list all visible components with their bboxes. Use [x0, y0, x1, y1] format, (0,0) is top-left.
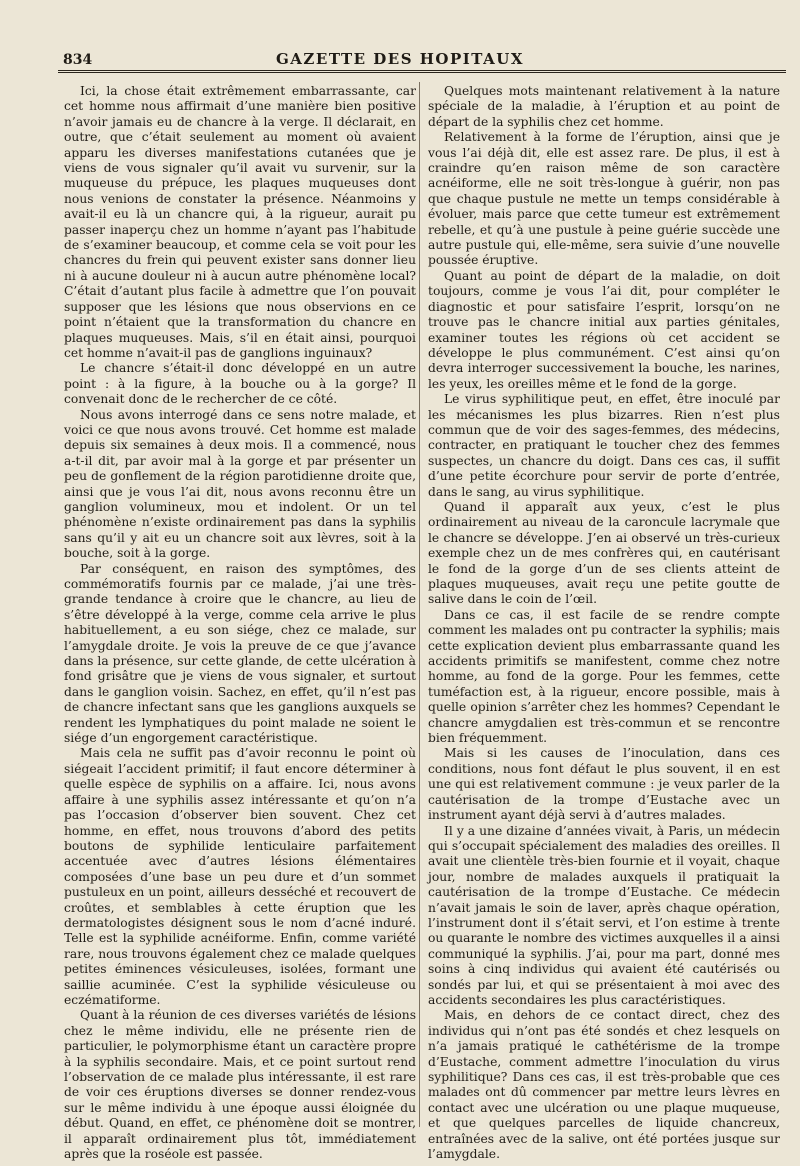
paragraph: Quand il apparaît aux yeux, c’est le plus ordinairement au niveau de la caroncule lacrymale que le chancre se développe. J’en ai observé un très-curieux exemple chez un de mes confrères qui, en cautérisant le fond de la gorge d’un de ses clients atteint de plaques muqueuses, avait reçu une petite goutte de salive dans le coin de l’œil.	[428, 499, 780, 607]
paragraph: Il y a une dizaine d’années vivait, à Paris, un médecin qui s’occupait spécialement des maladies des oreilles. Il avait une clientèle très-bien fournie et il voyait, chaque jour, nombre de malades auxquels il pratiquait la cautérisation de la trompe d’Eustache. Ce médecin n’avait jamais le soin de laver, après chaque opération, l’instrument dont il s’était servi, et l’on estime à trente ou quarante le nombre des victimes auxquelles il a ainsi communiqué la syphilis. J’ai, pour ma part, donné mes soins à cinq individus qui avaient été cautérisés ou sondés par lui, et qui se présentaient à moi avec des accidents secondaires les plus caractéristiques.	[428, 823, 780, 1007]
paragraph: Nous avons interrogé dans ce sens notre malade, et voici ce que nous avons trouvé. Cet homme est malade depuis six semaines à deux mois. Il a commencé, nous a-t-il dit, par avoir mal à la gorge et par présenter un peu de gonflement de la région parotidienne droite que, ainsi que je vous l’ai dit, nous avons reconnu être un ganglion volumineux, mou et indolent. Or un tel phénomène n’existe ordinairement pas dans la syphilis sans qu’il y ait eu un chancre soit aux lèvres, soit à la bouche, soit à la gorge.	[64, 407, 416, 561]
paragraph: Quelques mots maintenant relativement à la nature spéciale de la maladie, à l’éruption et au point de départ de la syphilis chez cet homme.	[428, 84, 780, 129]
right-column	[428, 84, 780, 1162]
left-column	[64, 84, 416, 1162]
running-head-title: GAZETTE DES HOPITAUX	[275, 50, 524, 68]
paragraph: Quant au point de départ de la maladie, on doit toujours, comme je vous l’ai dit, pour compléter le diagnostic et pour satisfaire l’esprit, lorsqu’on ne trouve pas le chancre initial aux parties génitales, examiner toutes les régions où cet accident se développe le plus communément. C’est ainsi qu’on devra interroger successivement la bouche, les narines, les yeux, les oreilles même et le fond de la gorge.	[428, 268, 780, 391]
paragraph: Le virus syphilitique peut, en effet, être inoculé par les mécanismes les plus bizarres. Rien n’est plus commun que de voir des sages-femmes, des médecins, contracter, en pratiquant le toucher chez des femmes suspectes, un chancre du doigt. Dans ces cas, il suffit d’une petite écorchure pour servir de porte d’entrée, dans le sang, au virus syphilitique.	[428, 392, 780, 499]
column-divider	[419, 82, 420, 1127]
paragraph: Mais cela ne suffit pas d’avoir reconnu le point où siégeait l’accident primitif; il faut encore déterminer à quelle espèce de syphilis on a affaire. Ici, nous avons affaire à une syphilis assez intéressante et qu’on n’a pas l’occasion d’observer bien souvent. Chez cet homme, en effet, nous trouvons d’abord des petits boutons de syphilide lenticulaire parfaitement accentuée avec d’autres lésions élémentaires composées d’une base un peu dure et d’un sommet pustuleux en un point, ailleurs desséché et recouvert de croûtes, et semblables à cette éruption que les dermatologistes désignent sous le nom d’acné induré. Telle est la syphilide acnéiforme. Enfin, comme variété rare, nous trouvons également chez ce malade quelques petites éminences vésiculeuses, isolées, formant une saillie acuminée. C’est la syphilide vésiculeuse ou eczématiforme.	[64, 746, 416, 1007]
paragraph: Mais, en dehors de ce contact direct, chez des individus qui n’ont pas été sondés et chez lesquels on n’a jamais pratiqué le cathétérisme de la trompe d’Eustache, comment admettre l’inoculation du virus syphilitique? Dans ces cas, il est très-probable que ces malades ont dû commencer par mettre leurs lèvres en contact avec une ulcération ou une plaque muqueuse, et que quelques parcelles de liquide chancreux, entraînées avec de la salive, ont été portées jusque sur l’amygdale.	[428, 1008, 780, 1162]
paragraph: Le chancre s’était-il donc développé en un autre point : à la figure, à la bouche ou à la gorge? Il convenait donc de le rechercher de ce côté.	[64, 361, 416, 407]
paragraph: Ici, la chose était extrêmement embarrassante, car cet homme nous affirmait d’une manière bien positive n’avoir jamais eu de chancre à la verge. Il déclarait, en outre, que c’était seulement au moment où avaient apparu les diverses manifestations cutanées que je viens de vous signaler qu’il avait vu survenir, sur la muqueuse du prépuce, les plaques muqueuses dont nous venions de constater la présence. Néanmoins y avait-il eu là un chancre qui, à la rigueur, aurait pu passer inaperçu chez un homme n’ayant pas l’habitude de s’examiner beaucoup, et comme cela se voit pour les chancres du frein qui peuvent exister sans donner lieu ni à aucune douleur ni à aucun autre phénomène local? C’était d’autant plus facile à admettre que l’on pouvait supposer que les lésions que nous observions en ce point n’étaient que la transformation du chancre en plaques muqueuses. Mais, s’il en était ainsi, pourquoi cet homme n’avait-il pas de ganglions inguinaux?	[64, 84, 416, 360]
paragraph: Quant à la réunion de ces diverses variétés de lésions chez le même individu, elle ne présente rien de particulier, le polymorphisme étant un caractère propre à la syphilis secondaire. Mais, et ce point surtout rend l’observation de ce malade plus intéressante, il est rare de voir ces éruptions diverses se donner rendez-vous sur le même individu à une époque aussi éloignée du début. Quand, en effet, ce phénomène doit se montrer, il apparaît ordinairement plus tôt, immédiatement après que la roséole est passée.	[64, 1008, 416, 1162]
paragraph: Par conséquent, en raison des symptômes, des commémoratifs fournis par ce malade, j’ai une très-grande tendance à croire que le chancre, au lieu de s’être développé à la verge, comme cela arrive le plus habituellement, a eu son siége, chez ce malade, sur l’amygdale droite. Je vois la preuve de ce que j’avance dans la présence, sur cette glande, de cette ulcération à fond grisâtre que je viens de vous signaler, et surtout dans le ganglion voisin. Sachez, en effet, qu’il n’est pas de chancre infectant sans que les ganglions auxquels se rendent les lymphatiques du point malade ne soient le siége d’un engorgement caractéristique.	[64, 561, 416, 746]
header-rule	[58, 70, 786, 73]
paragraph: Relativement à la forme de l’éruption, ainsi que je vous l’ai déjà dit, elle est assez rare. De plus, il est à craindre qu’en raison même de son caractère acnéiforme, elle ne soit très-longue à guérir, non pas que chaque pustule ne mette un temps considérable à évoluer, mais parce que cette tumeur est extrêmement rebelle, et qu’à une pustule à peine guérie succède une autre pustule qui, elle-même, sera suivie d’une nouvelle poussée éruptive.	[428, 130, 780, 268]
paragraph: Mais si les causes de l’inoculation, dans ces conditions, nous font défaut le plus souvent, il en est une qui est relativement commune : je veux parler de la cautérisation de la trompe d’Eustache avec un instrument ayant déjà servi à d’autres malades.	[428, 746, 780, 823]
paragraph: Dans ce cas, il est facile de se rendre compte comment les malades ont pu contracter la syphilis; mais cette explication devient plus embarrassante quand les accidents primitifs se manifestent, comme chez notre homme, au fond de la gorge. Pour les femmes, cette tuméfaction est, à la rigueur, encore possible, mais à quelle opinion s’arrêter chez les hommes? Cependant le chancre amygdalien est très-commun et se rencontre bien fréquemment.	[428, 607, 780, 746]
page-number: 834	[63, 52, 93, 68]
